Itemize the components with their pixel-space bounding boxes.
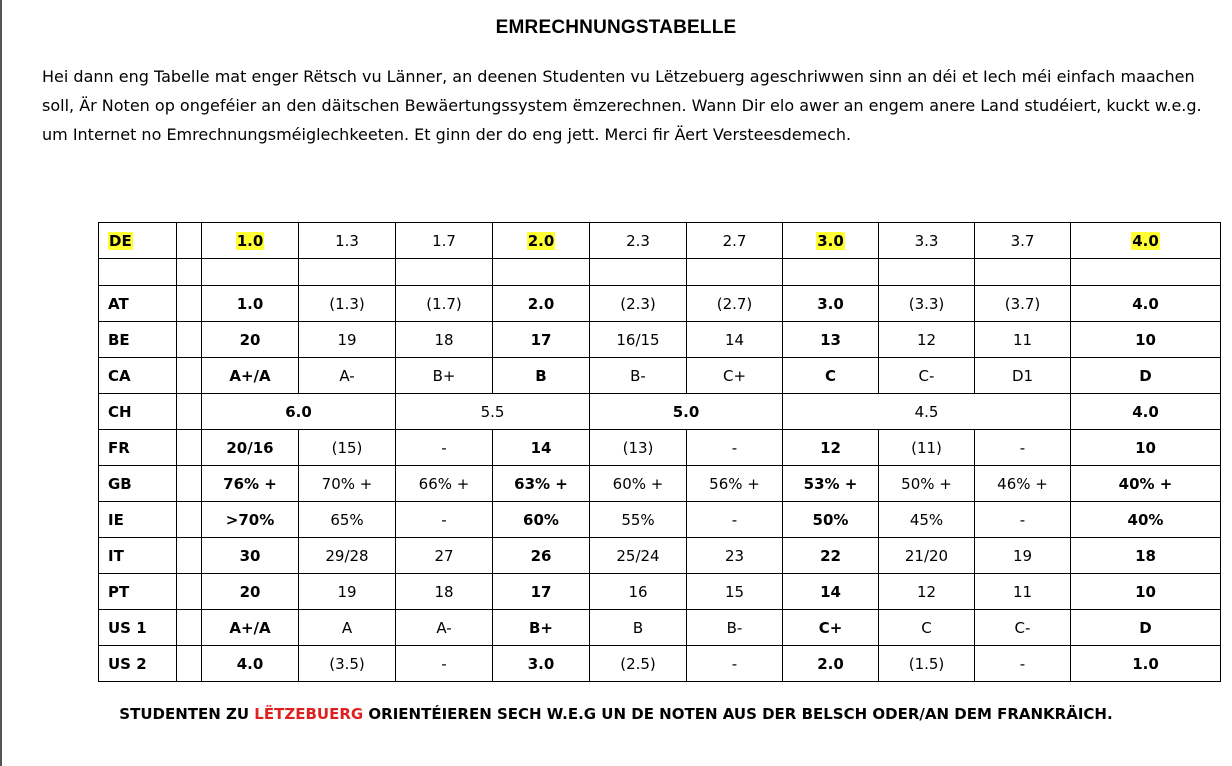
- table-cell: 13: [783, 322, 879, 358]
- table-cell: 20/16: [202, 430, 299, 466]
- table-cell: 65%: [299, 502, 396, 538]
- table-cell: A+/A: [202, 358, 299, 394]
- table-cell: 14: [783, 574, 879, 610]
- table-row-de: [99, 223, 1221, 259]
- table-cell: >70%: [202, 502, 299, 538]
- footer-note: [0, 705, 1232, 723]
- table-cell: 14: [687, 322, 783, 358]
- table-row-be: [99, 322, 1221, 358]
- table-row-ch: [99, 394, 1221, 430]
- table-cell: 2.3: [590, 223, 687, 259]
- table-cell: 56% +: [687, 466, 783, 502]
- country-code-de: DE: [109, 231, 132, 250]
- table-row-us1: [99, 610, 1221, 646]
- table-cell: 60% +: [590, 466, 687, 502]
- table-cell: C-: [879, 358, 975, 394]
- table-cell: 50% +: [879, 466, 975, 502]
- table-row-it: [99, 538, 1221, 574]
- table-cell: 2.7: [687, 223, 783, 259]
- table-cell: B-: [590, 358, 687, 394]
- table-cell: 63% +: [493, 466, 590, 502]
- table-cell: 15: [687, 574, 783, 610]
- table-cell: A+/A: [202, 610, 299, 646]
- table-cell: 10: [1071, 430, 1221, 466]
- table-cell: 45%: [879, 502, 975, 538]
- country-code-ca: CA: [99, 358, 177, 394]
- table-cell: 3.0: [493, 646, 590, 682]
- table-cell: (2.7): [687, 286, 783, 322]
- table-cell: 5.0: [590, 394, 783, 430]
- table-cell: 18: [396, 574, 493, 610]
- country-code-us2: US 2: [99, 646, 177, 682]
- table-cell: 23: [687, 538, 783, 574]
- table-cell: 1.7: [396, 223, 493, 259]
- table-cell: (3.3): [879, 286, 975, 322]
- table-cell: 4.5: [783, 394, 1071, 430]
- table-cell: 12: [879, 322, 975, 358]
- table-cell: C: [783, 358, 879, 394]
- table-cell: B: [590, 610, 687, 646]
- table-cell: 29/28: [299, 538, 396, 574]
- table-row-at: [99, 286, 1221, 322]
- grade-conversion-table: [98, 222, 1221, 682]
- table-cell: -: [396, 430, 493, 466]
- table-cell: 60%: [493, 502, 590, 538]
- table-cell: -: [975, 502, 1071, 538]
- table-cell: 17: [493, 574, 590, 610]
- table-cell: 27: [396, 538, 493, 574]
- table-row-us2: [99, 646, 1221, 682]
- table-row-fr: [99, 430, 1221, 466]
- table-cell: 1.0: [1071, 646, 1221, 682]
- table-cell: -: [396, 646, 493, 682]
- table-cell: 6.0: [202, 394, 396, 430]
- table-cell: 2.0: [493, 286, 590, 322]
- table-cell: 1.3: [299, 223, 396, 259]
- table-cell: 4.0: [202, 646, 299, 682]
- table-row-spacer: [99, 259, 1221, 286]
- table-cell: B: [493, 358, 590, 394]
- table-cell: 1.0: [202, 286, 299, 322]
- country-code-at: AT: [99, 286, 177, 322]
- table-cell: (1.7): [396, 286, 493, 322]
- country-code-us1: US 1: [99, 610, 177, 646]
- table-cell: 3.0: [817, 231, 844, 250]
- table-cell: 22: [783, 538, 879, 574]
- table-cell: (2.3): [590, 286, 687, 322]
- table-cell: 4.0: [1132, 231, 1159, 250]
- table-cell: 50%: [783, 502, 879, 538]
- table-cell: 76% +: [202, 466, 299, 502]
- table-cell: 19: [975, 538, 1071, 574]
- footer-highlight: LËTZEBUERG: [254, 705, 364, 723]
- table-cell: 19: [299, 574, 396, 610]
- country-code-fr: FR: [99, 430, 177, 466]
- table-cell: A: [299, 610, 396, 646]
- country-code-gb: GB: [99, 466, 177, 502]
- table-cell: 30: [202, 538, 299, 574]
- table-cell: B-: [687, 610, 783, 646]
- country-code-pt: PT: [99, 574, 177, 610]
- table-cell: (1.5): [879, 646, 975, 682]
- table-cell: (3.7): [975, 286, 1071, 322]
- table-cell: 66% +: [396, 466, 493, 502]
- table-cell: 3.3: [879, 223, 975, 259]
- table-cell: 18: [396, 322, 493, 358]
- table-cell: 17: [493, 322, 590, 358]
- table-cell: B+: [396, 358, 493, 394]
- table-cell: 16/15: [590, 322, 687, 358]
- table-row-gb: [99, 466, 1221, 502]
- table-cell: D: [1071, 358, 1221, 394]
- table-cell: 25/24: [590, 538, 687, 574]
- page-left-border: [0, 0, 2, 766]
- table-cell: 11: [975, 322, 1071, 358]
- table-cell: 11: [975, 574, 1071, 610]
- country-code-ch: CH: [99, 394, 177, 430]
- country-code-it: IT: [99, 538, 177, 574]
- table-cell: -: [687, 646, 783, 682]
- table-cell: -: [975, 430, 1071, 466]
- table-cell: 10: [1071, 574, 1221, 610]
- table-cell: 4.0: [1071, 394, 1221, 430]
- table-cell: 16: [590, 574, 687, 610]
- footer-text-after: ORIENTÉIEREN SECH W.E.G UN DE NOTEN AUS DER BELSCH ODER/AN DEM FRANKRÄICH.: [363, 705, 1113, 723]
- table-cell: 21/20: [879, 538, 975, 574]
- table-cell: B+: [493, 610, 590, 646]
- country-code-be: BE: [99, 322, 177, 358]
- table-cell: 40% +: [1071, 466, 1221, 502]
- table-cell: C+: [687, 358, 783, 394]
- table-cell: 18: [1071, 538, 1221, 574]
- table-cell: 55%: [590, 502, 687, 538]
- footer-text-before: STUDENTEN ZU: [119, 705, 255, 723]
- table-cell: D: [1071, 610, 1221, 646]
- table-cell: 14: [493, 430, 590, 466]
- table-cell: 20: [202, 574, 299, 610]
- table-cell: 3.0: [783, 286, 879, 322]
- table-cell: C+: [783, 610, 879, 646]
- table-cell: D1: [975, 358, 1071, 394]
- table-cell: -: [687, 430, 783, 466]
- table-cell: 3.7: [975, 223, 1071, 259]
- table-cell: 26: [493, 538, 590, 574]
- table-cell: (11): [879, 430, 975, 466]
- table-cell: 1.0: [236, 231, 264, 250]
- table-cell: -: [687, 502, 783, 538]
- table-cell: 5.5: [396, 394, 590, 430]
- table-cell: (15): [299, 430, 396, 466]
- table-row-pt: [99, 574, 1221, 610]
- table-cell: -: [975, 646, 1071, 682]
- table-cell: 20: [202, 322, 299, 358]
- table-cell: -: [396, 502, 493, 538]
- table-cell: (13): [590, 430, 687, 466]
- table-cell: 40%: [1071, 502, 1221, 538]
- table-row-ie: [99, 502, 1221, 538]
- table-cell: A-: [299, 358, 396, 394]
- table-row-ca: [99, 358, 1221, 394]
- table-cell: C-: [975, 610, 1071, 646]
- table-cell: 2.0: [527, 231, 555, 250]
- table-cell: 12: [879, 574, 975, 610]
- country-code-ie: IE: [99, 502, 177, 538]
- table-cell: 70% +: [299, 466, 396, 502]
- table-cell: 2.0: [783, 646, 879, 682]
- table-cell: (3.5): [299, 646, 396, 682]
- table-cell: 4.0: [1071, 286, 1221, 322]
- intro-paragraph: Hei dann eng Tabelle mat enger Rëtsch vu Länner, an deenen Studenten vu Lëtzebuerg ageschriwwen sinn an déi et Iech méi einfach maachen soll, Är Noten op ongeféier an den däitschen Bewäertungssystem ëmzerechnen. Wann Dir elo awer an engem anere Land studéiert, kuckt w.e.g. um Internet no Emrechnungsméiglechkeeten. Et ginn der do eng jett. Merci fir Äert Versteesdemech.: [42, 67, 1202, 144]
- table-cell: A-: [396, 610, 493, 646]
- table-cell: 46% +: [975, 466, 1071, 502]
- table-cell: (1.3): [299, 286, 396, 322]
- page-title: EMRECHNUNGSTABELLE: [495, 17, 737, 38]
- table-cell: C: [879, 610, 975, 646]
- table-cell: 12: [783, 430, 879, 466]
- table-cell: (2.5): [590, 646, 687, 682]
- table-cell: 19: [299, 322, 396, 358]
- table-cell: 10: [1071, 322, 1221, 358]
- table-cell: 53% +: [783, 466, 879, 502]
